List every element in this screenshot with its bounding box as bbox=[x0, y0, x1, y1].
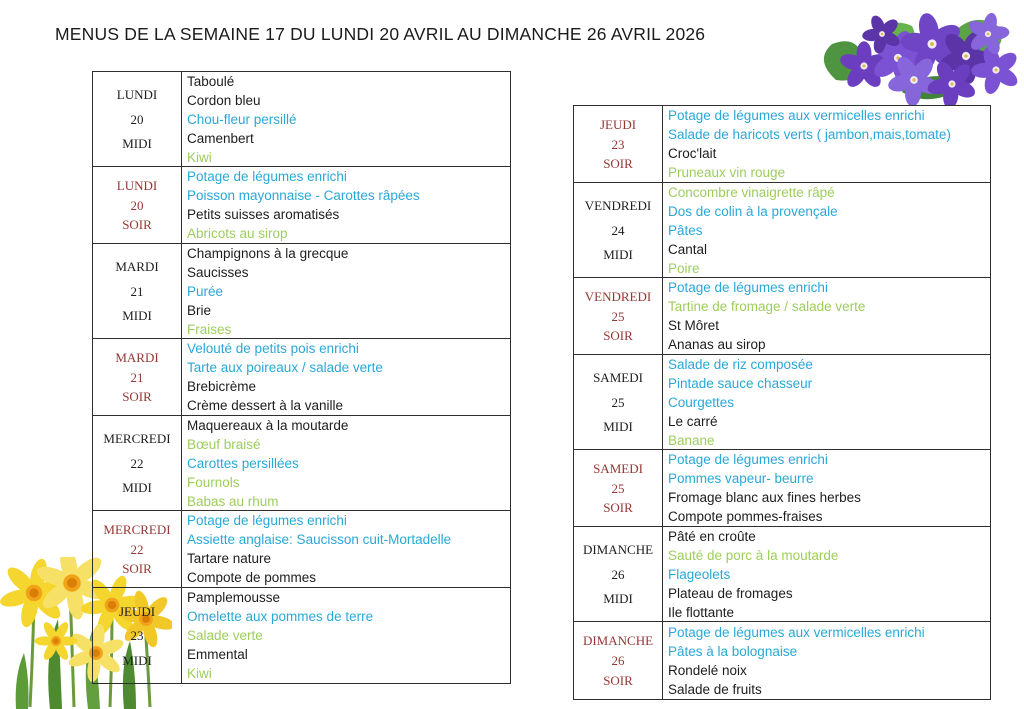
day-date: 25 bbox=[611, 480, 625, 496]
day-date: 23 bbox=[130, 628, 144, 643]
day-meal: SOIR bbox=[603, 673, 633, 688]
menu-row-dimanche-soir bbox=[574, 622, 990, 699]
menu-item: Omelette aux pommes de terre bbox=[187, 609, 374, 624]
menu-item: Le carré bbox=[668, 413, 718, 429]
menu-item: Kiwi bbox=[187, 666, 212, 681]
day-cell bbox=[574, 278, 663, 354]
menu-row-jeudi-midi bbox=[93, 588, 510, 683]
menu-item: Fournols bbox=[187, 474, 240, 490]
menu-row-mardi-soir bbox=[93, 339, 510, 416]
menu-item: Purée bbox=[187, 283, 224, 299]
day-name: MERCREDI bbox=[103, 431, 171, 447]
day-name: VENDREDI bbox=[584, 198, 652, 214]
menu-items-cell bbox=[663, 106, 990, 182]
menu-items-cell bbox=[663, 278, 990, 354]
menu-item: Pintade sauce chasseur bbox=[668, 375, 813, 391]
day-meal: MIDI bbox=[122, 652, 152, 668]
day-date: 21 bbox=[130, 283, 144, 299]
menu-items-cell bbox=[182, 511, 510, 587]
menu-items-cell bbox=[182, 244, 510, 338]
menu-item: Potage de légumes aux vermicelles enrichi bbox=[668, 624, 925, 640]
menu-item: Assiette anglaise: Saucisson cuit-Mortadelle bbox=[187, 532, 452, 547]
day-meal: MIDI bbox=[603, 246, 633, 262]
day-name: MARDI bbox=[115, 349, 159, 365]
day-date: 24 bbox=[611, 222, 625, 238]
day-date: 25 bbox=[611, 394, 625, 410]
menu-row-dimanche-midi bbox=[574, 527, 990, 622]
menu-item: Bœuf braisé bbox=[187, 436, 261, 452]
menu-items-cell bbox=[663, 450, 990, 526]
day-meal: SOIR bbox=[603, 328, 633, 344]
menu-item: Babas au rhum bbox=[187, 493, 279, 509]
menu-row-samedi-soir bbox=[574, 450, 990, 527]
menu-item: Saucisses bbox=[187, 264, 249, 280]
day-date: 22 bbox=[130, 455, 144, 471]
menu-item: Brie bbox=[187, 302, 212, 318]
day-meal: SOIR bbox=[603, 156, 633, 172]
menu-item: Plateau de fromages bbox=[668, 585, 793, 601]
menu-item: Pruneaux vin rouge bbox=[668, 165, 786, 180]
day-cell bbox=[93, 339, 182, 415]
day-date: 23 bbox=[611, 136, 625, 152]
menu-items-cell bbox=[663, 355, 990, 449]
day-date: 25 bbox=[611, 308, 625, 324]
menu-item: Salade de riz composée bbox=[668, 356, 813, 372]
day-cell bbox=[93, 244, 182, 338]
menu-item: Salade verte bbox=[187, 628, 263, 643]
menu-item: Banane bbox=[668, 432, 715, 448]
menu-item: Concombre vinaigrette râpé bbox=[668, 184, 835, 200]
day-meal: SOIR bbox=[122, 389, 152, 405]
menu-item: Salade de fruits bbox=[668, 681, 762, 697]
day-cell bbox=[574, 183, 663, 277]
day-cell bbox=[93, 511, 182, 587]
menu-row-lundi-soir bbox=[93, 167, 510, 244]
day-meal: MIDI bbox=[603, 418, 633, 434]
menu-item: Salade de haricots verts ( jambon,mais,tomate) bbox=[668, 127, 951, 142]
menu-row-lundi-midi bbox=[93, 72, 510, 167]
day-cell bbox=[574, 622, 663, 699]
day-name: JEUDI bbox=[599, 116, 637, 132]
day-meal: MIDI bbox=[603, 590, 633, 606]
menu-item: Tartine de fromage / salade verte bbox=[668, 299, 866, 314]
menu-item: Kiwi bbox=[187, 149, 212, 165]
menu-item: Poire bbox=[668, 260, 700, 276]
menu-item: Emmental bbox=[187, 647, 248, 662]
day-name: MERCREDI bbox=[103, 521, 171, 537]
menu-item: Abricots au sirop bbox=[187, 226, 288, 241]
menu-item: Petits suisses aromatisés bbox=[187, 207, 340, 222]
menu-item: Sauté de porc à la moutarde bbox=[668, 547, 839, 563]
day-cell bbox=[574, 106, 663, 182]
menu-row-samedi-midi bbox=[574, 355, 990, 450]
day-meal: SOIR bbox=[122, 561, 152, 577]
menu-item: Cordon bleu bbox=[187, 92, 261, 108]
day-date: 20 bbox=[130, 111, 144, 127]
menu-item: Pâtes à la bolognaise bbox=[668, 643, 798, 659]
menu-item: Potage de légumes aux vermicelles enrichi bbox=[668, 108, 925, 123]
menu-item: Potage de légumes enrichi bbox=[187, 169, 347, 184]
menu-items-cell bbox=[182, 588, 510, 683]
menu-item: Poisson mayonnaise - Carottes râpées bbox=[187, 188, 420, 203]
menu-items-cell bbox=[663, 527, 990, 621]
menu-item: Potage de légumes enrichi bbox=[668, 452, 828, 467]
violets-image bbox=[806, 0, 1024, 106]
menu-table-right bbox=[573, 105, 991, 700]
day-cell bbox=[574, 355, 663, 449]
menu-item: Potage de légumes enrichi bbox=[668, 280, 828, 295]
menu-item: Brebicrème bbox=[187, 379, 257, 394]
day-cell bbox=[93, 588, 182, 683]
menu-item: Fraises bbox=[187, 321, 232, 337]
menu-item: Pommes vapeur- beurre bbox=[668, 471, 814, 486]
menu-item: Croc'lait bbox=[668, 146, 717, 161]
day-name: DIMANCHE bbox=[582, 542, 654, 558]
menu-row-mardi-midi bbox=[93, 244, 510, 339]
menu-item: Tartare nature bbox=[187, 551, 272, 566]
menu-item: Ile flottante bbox=[668, 604, 735, 620]
menu-items-cell bbox=[182, 416, 510, 510]
day-cell bbox=[574, 527, 663, 621]
day-name: VENDREDI bbox=[584, 288, 652, 304]
menu-item: Rondelé noix bbox=[668, 662, 747, 678]
day-cell bbox=[574, 450, 663, 526]
day-cell bbox=[93, 72, 182, 166]
menu-items-cell bbox=[182, 339, 510, 415]
day-date: 22 bbox=[130, 541, 144, 557]
day-date: 20 bbox=[130, 197, 144, 213]
day-name: SAMEDI bbox=[593, 370, 643, 386]
day-name: DIMANCHE bbox=[582, 633, 654, 648]
menu-item: Dos de colin à la provençale bbox=[668, 203, 838, 219]
menu-item: Champignons à la grecque bbox=[187, 245, 349, 261]
day-name: LUNDI bbox=[116, 87, 158, 103]
menu-items-cell bbox=[182, 72, 510, 166]
menu-row-vendredi-midi bbox=[574, 183, 990, 278]
day-name: SAMEDI bbox=[593, 460, 643, 476]
menu-item: Courgettes bbox=[668, 394, 735, 410]
menu-row-mercredi-midi bbox=[93, 416, 510, 511]
menu-item: Compote de pommes bbox=[187, 570, 317, 585]
menu-item: Pâtes bbox=[668, 222, 703, 238]
day-date: 26 bbox=[611, 653, 625, 668]
menu-item: Crème dessert à la vanille bbox=[187, 398, 344, 413]
menu-items-cell bbox=[663, 622, 990, 699]
menu-item: Ananas au sirop bbox=[668, 337, 766, 352]
day-meal: MIDI bbox=[122, 135, 152, 151]
menu-item: Compote pommes-fraises bbox=[668, 509, 823, 524]
day-name: JEUDI bbox=[118, 603, 156, 619]
day-meal: MIDI bbox=[122, 307, 152, 323]
menu-row-vendredi-soir bbox=[574, 278, 990, 355]
page-title: MENUS DE LA SEMAINE 17 DU LUNDI 20 AVRIL AU DIMANCHE 26 AVRIL 2026 bbox=[55, 24, 706, 44]
day-meal: SOIR bbox=[603, 500, 633, 516]
day-date: 26 bbox=[611, 566, 625, 582]
day-meal: MIDI bbox=[122, 479, 152, 495]
menu-item: Potage de légumes enrichi bbox=[187, 513, 347, 528]
menu-item: Cantal bbox=[668, 241, 708, 257]
menu-item: St Môret bbox=[668, 318, 720, 333]
menu-item: Velouté de petits pois enrichi bbox=[187, 341, 359, 356]
day-cell bbox=[93, 416, 182, 510]
menu-items-cell bbox=[182, 167, 510, 243]
menu-row-jeudi-soir bbox=[574, 106, 990, 183]
day-meal: SOIR bbox=[122, 217, 152, 233]
day-date: 21 bbox=[130, 369, 144, 385]
menu-item: Pâté en croûte bbox=[668, 528, 756, 544]
menu-item: Maquereaux à la moutarde bbox=[187, 417, 349, 433]
menu-item: Pamplemousse bbox=[187, 590, 281, 605]
day-name: LUNDI bbox=[116, 177, 158, 193]
day-cell bbox=[93, 167, 182, 243]
menu-row-mercredi-soir bbox=[93, 511, 510, 588]
menu-table-left bbox=[92, 71, 511, 684]
menu-item: Flageolets bbox=[668, 566, 731, 582]
day-name: MARDI bbox=[115, 259, 159, 275]
menu-item: Tarte aux poireaux / salade verte bbox=[187, 360, 383, 375]
menu-item: Fromage blanc aux fines herbes bbox=[668, 490, 861, 505]
menu-item: Carottes persillées bbox=[187, 455, 299, 471]
menu-items-cell bbox=[663, 183, 990, 277]
menu-item: Camenbert bbox=[187, 130, 254, 146]
menu-item: Chou-fleur persillé bbox=[187, 111, 297, 127]
menu-item: Taboulé bbox=[187, 73, 235, 89]
